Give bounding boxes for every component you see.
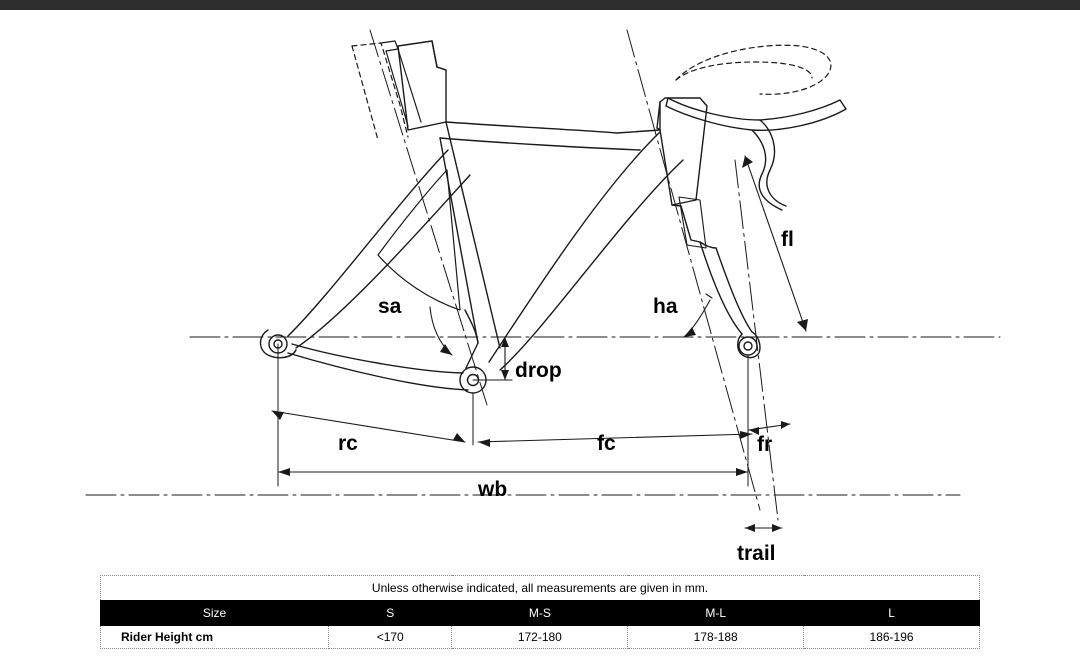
label-rc: rc: [338, 432, 358, 455]
top-bar: [0, 0, 1080, 10]
label-drop: drop: [515, 359, 562, 382]
label-fr: fr: [757, 433, 773, 456]
label-ha: ha: [653, 295, 678, 318]
cell-rider-height-l: 186-196: [804, 626, 980, 649]
header-l: L: [804, 601, 980, 626]
geometry-spec-table: [100, 575, 980, 649]
frame-geometry-svg: [0, 10, 1080, 570]
geometry-diagram: [0, 10, 1080, 570]
header-ml: M-L: [628, 601, 804, 626]
table-note: Unless otherwise indicated, all measurements are given in mm.: [101, 576, 980, 601]
table-row: [101, 626, 980, 649]
cell-rider-height-s: <170: [329, 626, 452, 649]
label-trail: trail: [737, 542, 776, 565]
header-size: Size: [101, 601, 329, 626]
label-wb: wb: [478, 478, 508, 501]
label-fc: fc: [597, 432, 616, 455]
label-sa: sa: [378, 295, 402, 318]
table-header-row: [101, 601, 980, 626]
header-s: S: [329, 601, 452, 626]
row-label-rider-height: Rider Height cm: [101, 626, 329, 649]
cell-rider-height-ml: 178-188: [628, 626, 804, 649]
cell-rider-height-ms: 172-180: [452, 626, 628, 649]
table-note-row: [101, 576, 980, 601]
label-fl: fl: [781, 228, 794, 251]
header-ms: M-S: [452, 601, 628, 626]
